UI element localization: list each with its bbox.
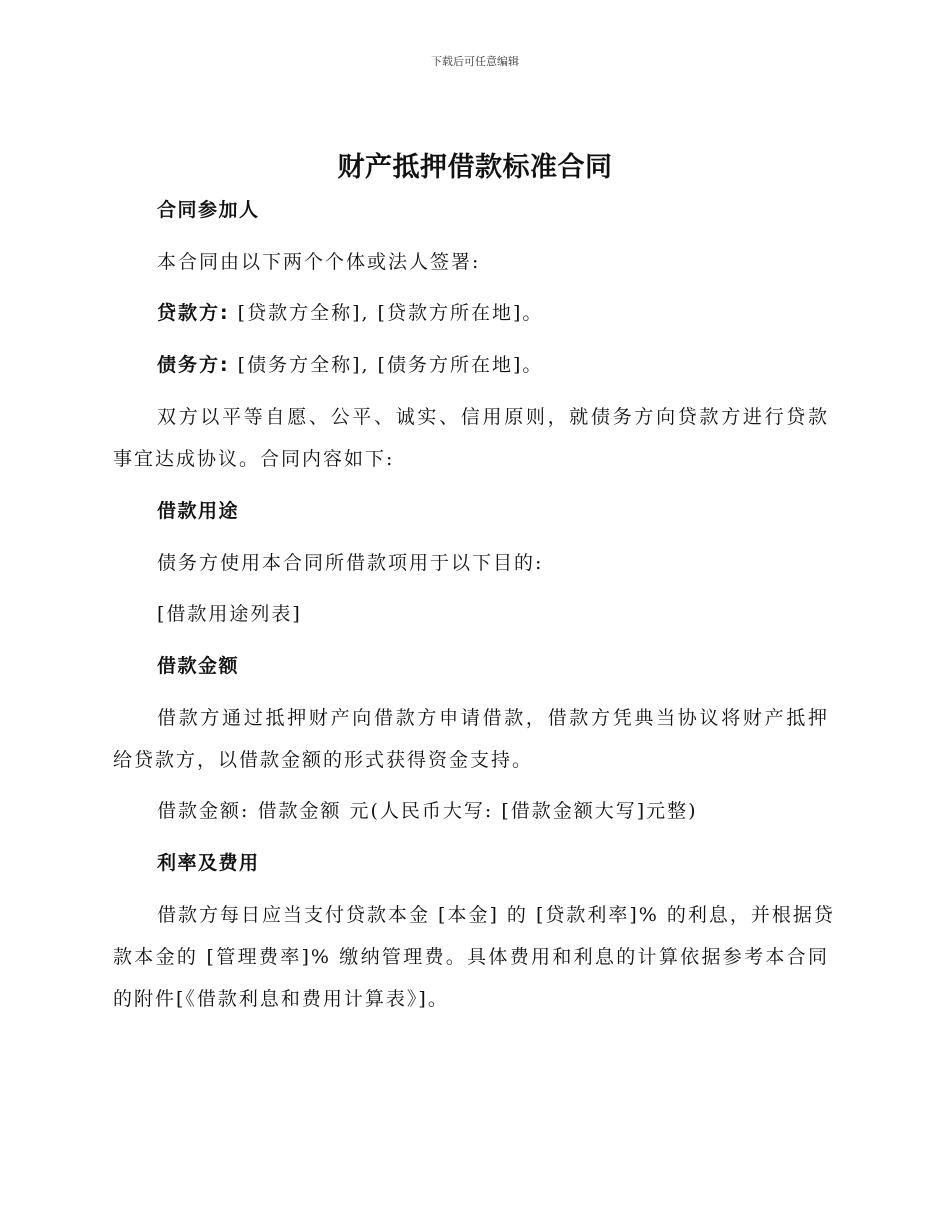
purpose-list: [借款用途列表] (157, 603, 302, 625)
debtor-line (0, 351, 950, 379)
lender-text: [贷款方全称], [贷款方所在地]。 (237, 302, 544, 324)
header-note: 下载后可任意编辑 (431, 55, 519, 68)
amount-paragraph-line-1: 借款方通过抵押财产向借款方申请借款，借款方凭典当协议将财产抵押 (157, 707, 829, 729)
section-heading-purpose: 借款用途 (157, 500, 240, 522)
lender-line (0, 299, 950, 327)
section-heading-interest: 利率及费用 (157, 852, 260, 874)
lender-label: 贷款方: (157, 302, 230, 324)
debtor-label: 债务方: (157, 354, 230, 376)
section-heading-amount: 借款金额 (157, 655, 240, 677)
document-title: 财产抵押借款标准合同 (337, 152, 613, 183)
interest-paragraph-line-3: 的附件[《借款利息和费用计算表》]。 (113, 988, 449, 1010)
agreement-paragraph-line-1: 双方以平等自愿、公平、诚实、信用原则，就债务方向贷款方进行贷款 (157, 406, 829, 428)
participants-intro: 本合同由以下两个个体或法人签署: (157, 251, 481, 273)
purpose-text: 债务方使用本合同所借款项用于以下目的: (157, 552, 544, 574)
debtor-text: [债务方全称], [债务方所在地]。 (237, 354, 544, 376)
interest-paragraph-line-2: 款本金的 [管理费率]% 缴纳管理费。具体费用和利息的计算依据参考本合同 (113, 946, 829, 968)
interest-paragraph-line-1: 借款方每日应当支付贷款本金 [本金] 的 [贷款利率]% 的利息，并根据贷 (157, 904, 835, 926)
amount-paragraph-line-2: 给贷款方，以借款金额的形式获得资金支持。 (113, 749, 534, 771)
agreement-paragraph-line-2: 事宜达成协议。合同内容如下: (113, 448, 395, 470)
section-heading-participants: 合同参加人 (157, 199, 260, 221)
amount-line: 借款金额: 借款金额 元(人民币大写: [借款金额大写]元整) (157, 800, 698, 822)
